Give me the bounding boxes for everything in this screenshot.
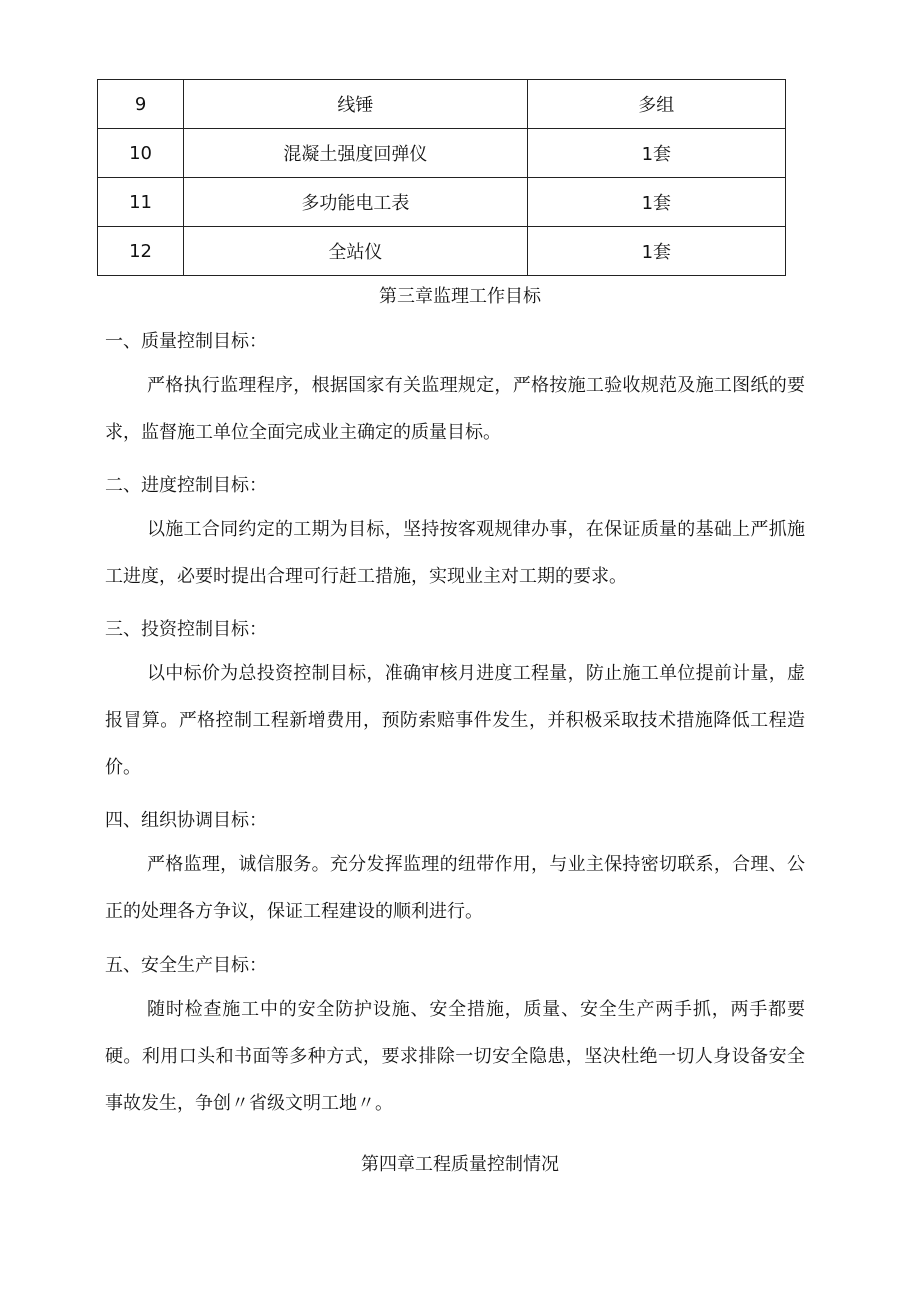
equipment-name: 线锤 [184,80,527,129]
equipment-name: 多功能电工表 [184,178,527,227]
equipment-table [97,79,786,276]
section-heading-investment: 三、投资控制目标： [105,619,267,640]
equipment-quantity: 1套 [527,227,785,276]
equipment-quantity: 多组 [527,80,785,129]
equipment-quantity: 1套 [527,178,785,227]
chapter-3-title: 第三章监理工作目标 [379,286,541,307]
equipment-name: 全站仪 [184,227,527,276]
row-number: 11 [98,178,184,227]
table-row [98,178,786,227]
section-body-schedule: 以施工合同约定的工期为目标，坚持按客观规律办事，在保证质量的基础上严抓施工进度，必要时提出合理可行赶工措施，实现业主对工期的要求。 [105,519,805,587]
table-row [98,80,786,129]
section-heading-safety: 五、安全生产目标： [105,955,267,976]
section-heading-coordination: 四、组织协调目标： [105,810,267,831]
section-body-safety: 随时检查施工中的安全防护设施、安全措施，质量、安全生产两手抓，两手都要硬。利用口头和书面等多种方式，要求排除一切安全隐患，坚决杜绝一切人身设备安全事故发生，争创〃省级文明工地〃。 [105,999,805,1114]
equipment-quantity: 1套 [527,129,785,178]
section-body-investment: 以中标价为总投资控制目标，准确审核月进度工程量，防止施工单位提前计量，虚报冒算。严格控制工程新增费用，预防索赔事件发生，并积极采取技术措施降低工程造价。 [105,663,805,778]
section-heading-schedule: 二、进度控制目标： [105,475,267,496]
section-heading-quality: 一、质量控制目标： [105,331,267,352]
row-number: 9 [98,80,184,129]
table-row [98,227,786,276]
row-number: 10 [98,129,184,178]
section-body-coordination: 严格监理，诚信服务。充分发挥监理的纽带作用，与业主保持密切联系，合理、公正的处理各方争议，保证工程建设的顺利进行。 [105,854,805,922]
equipment-name: 混凝土强度回弹仪 [184,129,527,178]
section-body-quality: 严格执行监理程序，根据国家有关监理规定，严格按施工验收规范及施工图纸的要求，监督施工单位全面完成业主确定的质量目标。 [105,375,805,443]
row-number: 12 [98,227,184,276]
table-row [98,129,786,178]
chapter-4-title: 第四章工程质量控制情况 [361,1154,559,1175]
